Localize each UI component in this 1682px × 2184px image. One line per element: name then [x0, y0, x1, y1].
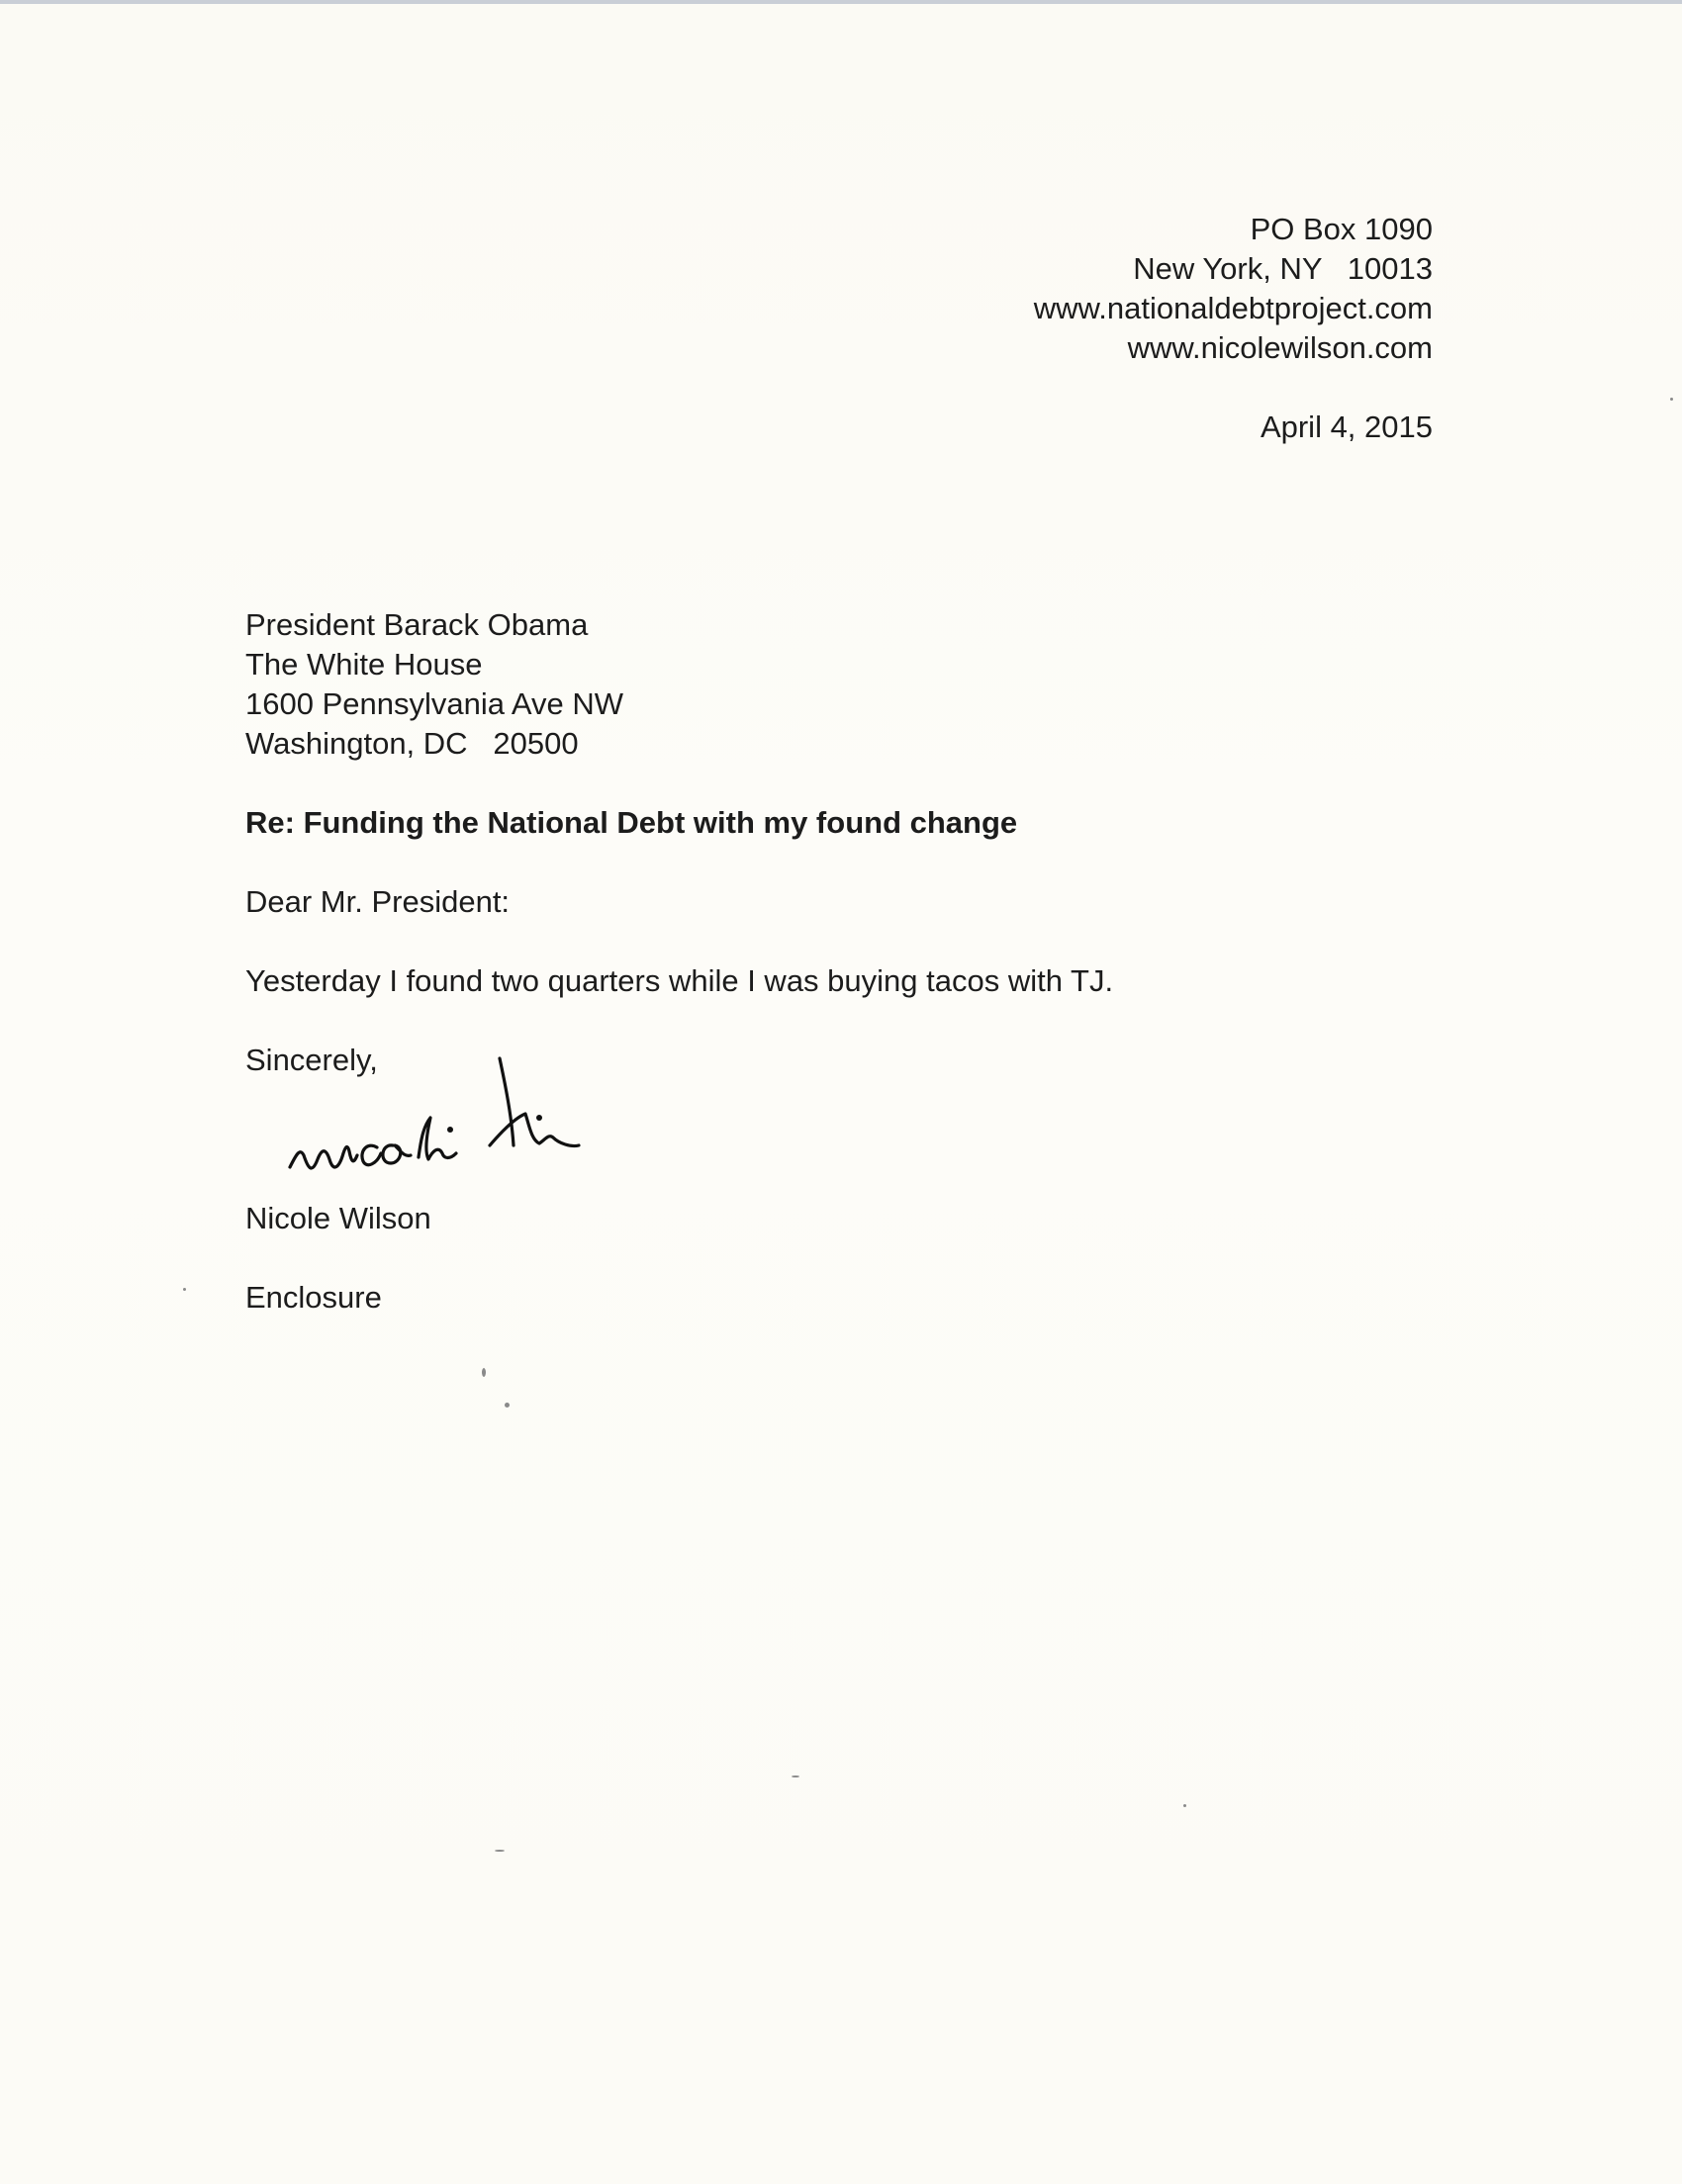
recipient-org: The White House — [245, 647, 483, 682]
scan-speck — [505, 1403, 510, 1408]
scan-speck — [482, 1368, 486, 1377]
letter-date: April 4, 2015 — [1260, 410, 1433, 444]
recipient-name: President Barack Obama — [245, 607, 589, 642]
scan-speck — [183, 1288, 186, 1291]
handwritten-signature — [282, 1056, 668, 1195]
scan-speck — [1670, 398, 1673, 401]
scan-speck — [792, 1775, 799, 1777]
subject-line: Re: Funding the National Debt with my found change — [245, 805, 1018, 840]
recipient-city-line: Washington, DC 20500 — [245, 726, 579, 761]
letter-body: Yesterday I found two quarters while I was buying tacos with TJ. — [245, 963, 1114, 998]
scan-speck — [495, 1850, 505, 1852]
closing: Sincerely, — [245, 1043, 378, 1077]
signer-name: Nicole Wilson — [245, 1201, 431, 1235]
sender-website-2: www.nicolewilson.com — [1127, 330, 1433, 365]
salutation: Dear Mr. President: — [245, 884, 511, 919]
sender-website-1: www.nationaldebtproject.com — [1033, 291, 1433, 325]
recipient-street: 1600 Pennsylvania Ave NW — [245, 686, 623, 721]
sender-po-box: PO Box 1090 — [1250, 212, 1433, 246]
scan-speck — [1183, 1804, 1186, 1807]
sender-city-line: New York, NY 10013 — [1133, 251, 1433, 286]
scan-top-edge — [0, 0, 1682, 4]
enclosure-note: Enclosure — [245, 1280, 382, 1315]
